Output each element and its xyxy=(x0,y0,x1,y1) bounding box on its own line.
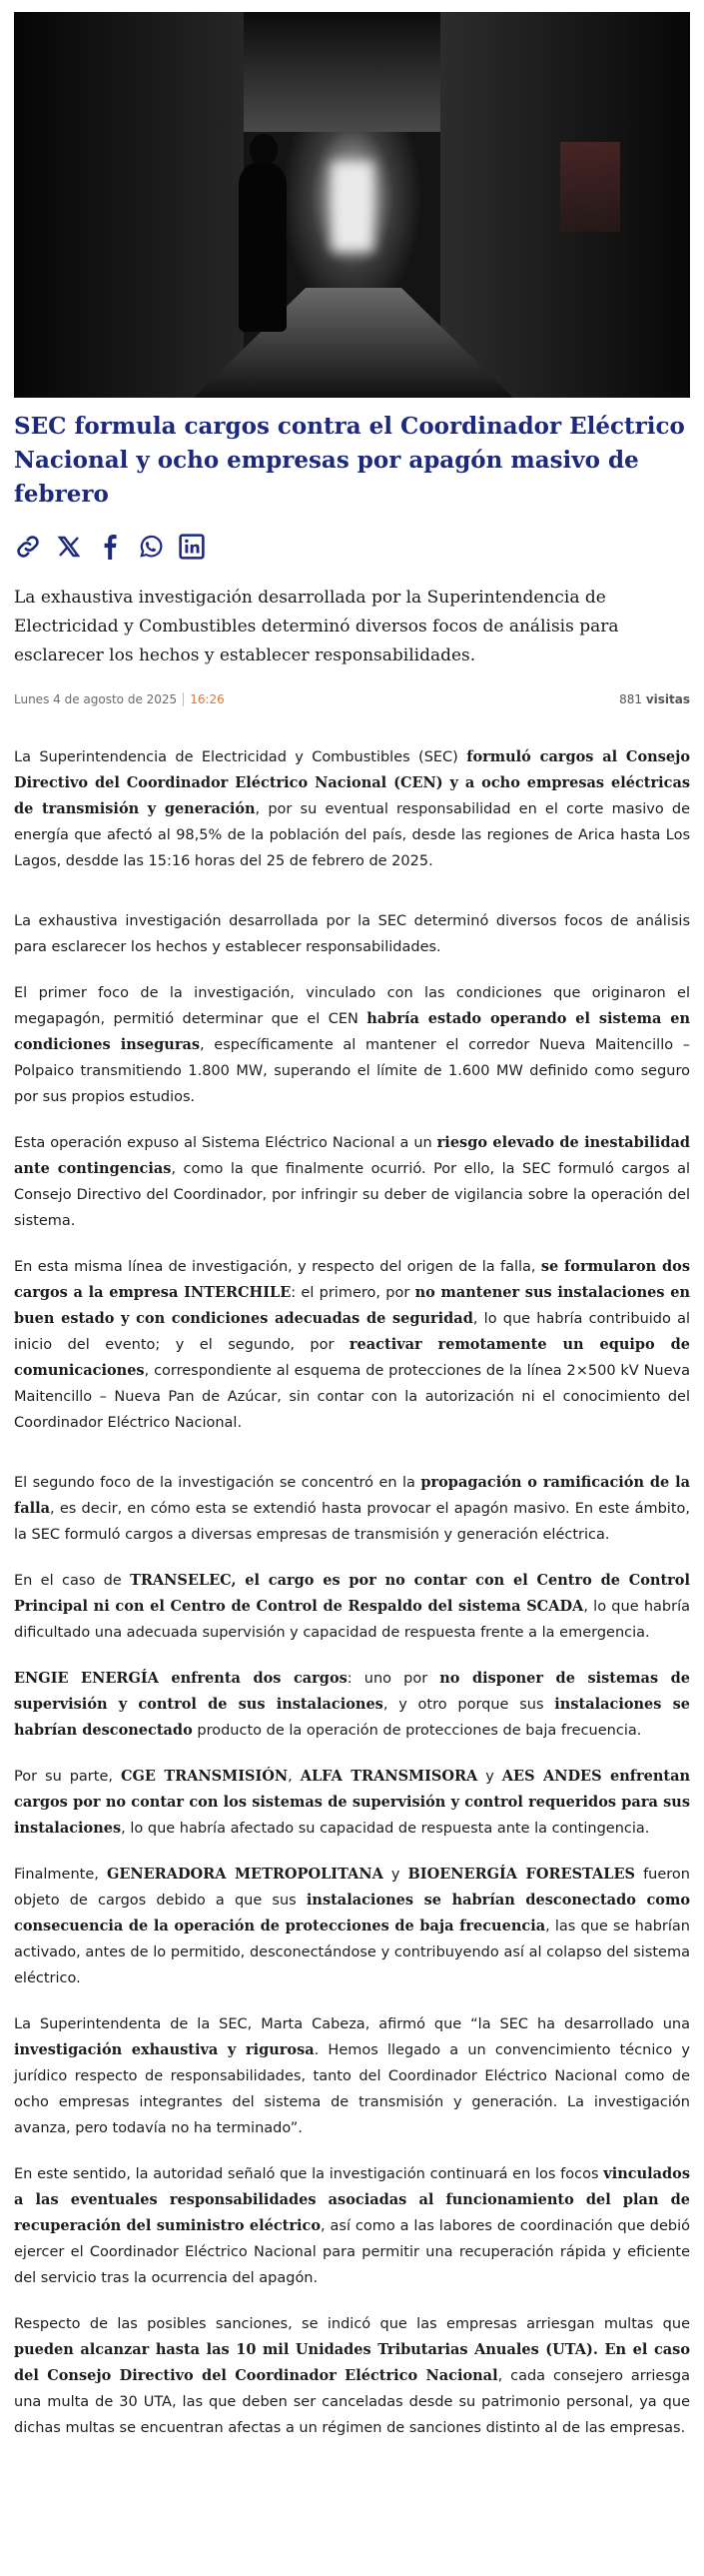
hero-photo xyxy=(14,12,690,398)
article-paragraph xyxy=(14,1254,690,1436)
publish-date: Lunes 4 de agosto de 2025 xyxy=(14,692,178,706)
text-run: , y otro porque sus xyxy=(382,1697,555,1713)
article-paragraph xyxy=(14,1568,690,1646)
article-paragraph xyxy=(14,908,690,960)
bold-text: GENERADORA METROPOLITANA xyxy=(106,1866,383,1883)
text-run: y xyxy=(382,1867,408,1883)
article-lead: La exhaustiva investigación desarrollada por la Superintendencia de Electricidad y Combustibles determinó diversos focos de análisis para esclarecer los hechos y establecer responsabilidades. xyxy=(14,588,619,665)
publish-info xyxy=(14,692,225,706)
text-run: Respecto de las posibles sanciones, se indicó que las empresas arriesgan multas que xyxy=(14,2316,690,2332)
bold-text: reactivar remotamente un equipo de comunicaciones xyxy=(14,1336,690,1379)
facebook-icon[interactable] xyxy=(96,534,123,561)
bold-text: habría estado operando el sistema en condiciones inseguras xyxy=(14,1010,690,1053)
text-run: En esta misma línea de investigación, y respecto del origen de la falla, xyxy=(14,1259,541,1275)
article-paragraph xyxy=(14,2161,690,2291)
bold-text: AES ANDES enfrentan cargos por no contar con los sistemas de supervisión y control requeridos para sus instalaciones xyxy=(14,1768,691,1837)
article-paragraph xyxy=(14,744,690,874)
text-run: , xyxy=(288,1769,301,1785)
text-run: La Superintendenta de la SEC, Marta Cabeza, afirmó que “la SEC ha desarrollado una xyxy=(14,2016,690,2032)
article-paragraph xyxy=(14,1666,690,1744)
text-run: Esta operación expuso al Sistema Eléctrico Nacional a un xyxy=(14,1135,437,1151)
article-paragraph xyxy=(14,2011,690,2141)
linkedin-icon[interactable] xyxy=(178,534,205,561)
text-run: , por su eventual responsabilidad en el corte masivo de energía que afectó al 98,5% de la población del país, desde las regiones de Arica hasta Los Lagos, desdde las 15:16 horas del 25 de febrero de 2025. xyxy=(14,801,691,869)
text-run: , lo que habría dificultado una adecuada supervisión y capacidad de respuesta frente a la emergencia. xyxy=(14,1599,691,1641)
article-meta xyxy=(14,692,690,706)
text-run: , así como a las labores de coordinación que debió ejercer el Coordinador Eléctrico Nacional para permitir una recuperación rápida y eficiente del servicio tras la ocurrencia del apagón. xyxy=(14,2218,690,2286)
text-run: : uno por xyxy=(347,1671,440,1687)
article-paragraph xyxy=(14,2311,690,2441)
text-run: En este sentido, la autoridad señaló que la investigación continuará en los focos xyxy=(14,2166,604,2182)
text-run: Por su parte, xyxy=(14,1769,121,1785)
bold-text: instalaciones se habrían desconectado como consecuencia de la operación de protecciones de baja frecuencia xyxy=(14,1892,690,1934)
article-paragraph xyxy=(14,980,690,1110)
article-title: SEC formula cargos contra el Coordinador Eléctrico Nacional y ocho empresas por apagón masivo de febrero xyxy=(14,413,685,508)
whatsapp-icon[interactable] xyxy=(137,534,164,561)
bold-text: CGE TRANSMISIÓN xyxy=(120,1768,289,1785)
link-icon[interactable] xyxy=(14,534,41,561)
text-run: , lo que habría afectado su capacidad de respuesta ante la contingencia. xyxy=(121,1821,650,1837)
article-paragraph xyxy=(14,1470,690,1548)
text-run: , cada consejero arriesga una multa de 30 UTA, las que deben ser canceladas desde su patrimonio personal, ya que dichas multas se encuentran afectas a un régimen de sanciones distinto al de las empresas. xyxy=(14,2368,690,2436)
visit-counter xyxy=(619,692,690,706)
bold-text: no mantener sus instalaciones en buen estado y con condiciones adecuadas de seguridad xyxy=(14,1284,690,1327)
article-paragraph xyxy=(14,1862,690,1991)
bold-text: propagación o ramificación de la falla xyxy=(14,1474,691,1517)
text-run: , las que se habrían activado, antes de lo permitido, desconectándose y contribuyendo así al colapso del sistema eléctrico. xyxy=(14,1919,690,1986)
bold-text: formuló cargos al Consejo Directivo del Coordinador Eléctrico Nacional (CEN) y a ocho empresas eléctricas de transmisión y generación xyxy=(14,748,690,817)
bold-text: BIOENERGÍA FORESTALES xyxy=(407,1866,636,1883)
text-run: , específicamente al mantener el corredor Nueva Maitencillo – Polpaico transmitiendo 1.800 MW, superando el límite de 1.600 MW definido como seguro por sus propios estudios. xyxy=(14,1037,690,1105)
x-icon[interactable] xyxy=(55,534,82,561)
share-bar xyxy=(14,532,690,562)
bold-text: riesgo elevado de inestabilidad ante contingencias xyxy=(14,1134,690,1177)
text-run: producto de la operación de protecciones de baja frecuencia. xyxy=(192,1723,642,1739)
text-run: , como la que finalmente ocurrió. Por ello, la SEC formuló cargos al Consejo Directivo del Coordinador, por infringir su deber de vigilancia sobre la operación del sistema. xyxy=(14,1161,690,1229)
visits-count: 881 xyxy=(619,692,642,706)
text-run: El segundo foco de la investigación se concentró en la xyxy=(14,1475,421,1491)
publish-time: 16:26 xyxy=(183,692,225,706)
text-run: , lo que habría contribuido al inicio del evento; y el segundo, por xyxy=(14,1311,690,1353)
text-run: El primer foco de la investigación, vinculado con las condiciones que originaron el megapagón, permitió determinar que el CEN xyxy=(14,985,690,1027)
bold-text: se formularon dos cargos a la empresa INTERCHILE xyxy=(14,1258,690,1301)
article-paragraph xyxy=(14,1130,690,1234)
article-paragraph xyxy=(14,1764,690,1842)
bold-text: ALFA TRANSMISORA xyxy=(300,1768,478,1785)
bold-text: no disponer de sistemas de supervisión y control de sus instalaciones xyxy=(14,1670,690,1713)
text-run: Finalmente, xyxy=(14,1867,107,1883)
text-run: La exhaustiva investigación desarrollada por la SEC determinó diversos focos de análisis para esclarecer los hechos y establecer responsabilidades. xyxy=(14,913,690,955)
text-run: . Hemos llegado a un convencimiento técnico y jurídico respecto de responsabilidades, tanto del Coordinador Eléctrico Nacional como de ocho empresas integrantes del sistema de transmisión y generación. La investigación avanza, pero todavía no ha terminado”. xyxy=(14,2042,690,2136)
bold-text: instalaciones se habrían desconectado xyxy=(14,1696,691,1739)
bold-text: investigación exhaustiva y rigurosa xyxy=(14,2041,315,2058)
bold-text: pueden alcanzar hasta las 10 mil Unidades Tributarias Anuales (UTA). En el caso del Consejo Directivo del Coordinador Eléctrico Nacional xyxy=(14,2341,690,2384)
text-run: , es decir, en cómo esta se extendió hasta provocar el apagón masivo. En este ámbito, la SEC formuló cargos a diversas empresas de transmisión y generación eléctrica. xyxy=(14,1501,690,1543)
bold-text: vinculados a las eventuales responsabilidades asociadas al funcionamiento del plan de recuperación del suministro eléctrico xyxy=(14,2165,690,2234)
article-body xyxy=(14,744,690,2441)
text-run: , correspondiente al esquema de protecciones de la línea 2×500 kV Nueva Maitencillo – Nueva Pan de Azúcar, sin contar con la autorización ni el conocimiento del Coordinador Eléctrico Nacional. xyxy=(14,1363,690,1431)
bold-text: ENGIE ENERGÍA enfrenta dos cargos xyxy=(14,1670,348,1687)
visits-label: visitas xyxy=(645,692,690,706)
text-run: fueron objeto de cargos debido a que sus xyxy=(14,1867,690,1909)
text-run: y xyxy=(477,1769,502,1785)
text-run: En el caso de xyxy=(14,1573,131,1589)
text-run: : el primero, por xyxy=(291,1285,415,1301)
text-run: La Superintendencia de Electricidad y Combustibles (SEC) xyxy=(14,749,467,765)
bold-text: TRANSELEC, el cargo es por no contar con el Centro de Control Principal ni con el Centro de Control de Respaldo del sistema SCADA xyxy=(14,1572,690,1615)
